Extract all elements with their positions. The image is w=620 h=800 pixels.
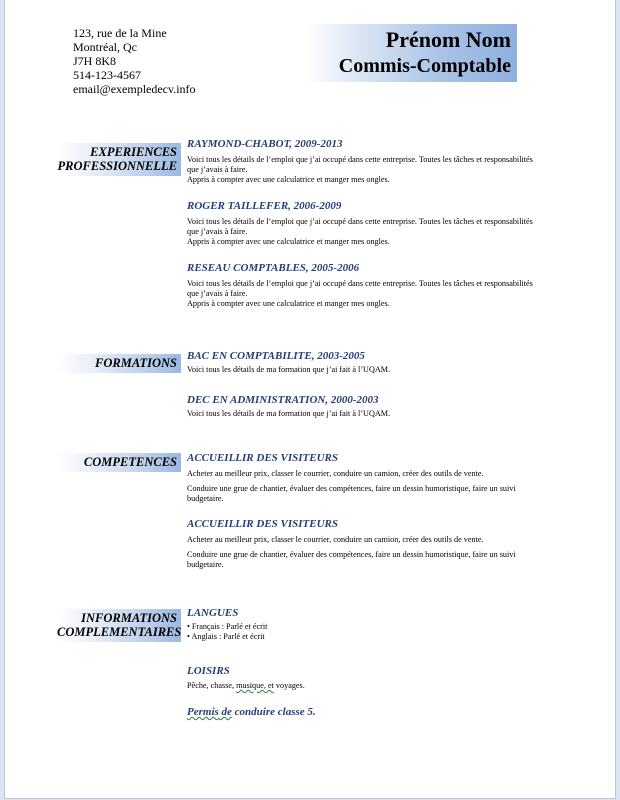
- entry-title: RAYMOND-CHABOT, 2009-2013: [187, 138, 343, 150]
- experience-entry-1: [187, 138, 582, 185]
- address-city: Montréal, Qc: [73, 40, 137, 54]
- entry-title: ACCUEILLIR DES VISITEURS: [187, 518, 338, 530]
- candidate-role: Commis-Comptable: [338, 55, 511, 77]
- name-title-banner: [305, 24, 517, 82]
- entry-title: RESEAU COMPTABLES, 2005-2006: [187, 262, 360, 274]
- competence-entry-2: [187, 518, 582, 570]
- formation-entry-1: [187, 350, 582, 375]
- entry-title: ACCUEILLIR DES VISITEURS: [187, 452, 338, 464]
- experience-entry-2: [187, 200, 582, 247]
- entry-description: Acheter au meilleur prix, classer le courrier, conduire un camion, créer des outils de vente. Conduire une grue de chantier, évaluer des compétences, faire un dessin humoristique, faire un suivi budgetaire.: [187, 535, 516, 569]
- section-label-formations: FORMATIONS: [57, 354, 181, 373]
- hobbies-text: Pêche, chasse, musique, et voyages.: [187, 681, 305, 690]
- entry-title: DEC EN ADMINISTRATION, 2000-2003: [187, 394, 379, 406]
- language-item: • Anglais : Parlé et écrit: [187, 632, 265, 641]
- entry-title: ROGER TAILLEFER, 2006-2009: [187, 200, 342, 212]
- experience-entry-3: [187, 262, 582, 309]
- entry-description: Voici tous les détails de l’emploi que j’ai occupé dans cette entreprise. Toutes les tâches et responsabilités que j’avais à faire. Appris à compter avec une calculatrice et manger mes ongles.: [187, 217, 533, 246]
- resume-page: [4, 0, 616, 799]
- entry-title: LOISIRS: [187, 665, 230, 677]
- competence-entry-1: [187, 452, 582, 504]
- address-street: 123, rue de la Mine: [73, 26, 167, 40]
- formation-entry-2: [187, 394, 582, 419]
- languages-entry: [187, 607, 582, 642]
- languages-list: [187, 622, 582, 642]
- address-postal-code: J7H 8K8: [73, 54, 117, 68]
- section-label-informations: INFORMATIONS COMPLEMENTAIRES: [57, 609, 181, 642]
- candidate-name: Prénom Nom: [385, 27, 511, 52]
- section-label-competences: COMPETENCES: [57, 453, 181, 472]
- entry-description: Voici tous les détails de ma formation que j’ai fait à l’UQAM.: [187, 365, 391, 374]
- driving-license-entry: [187, 706, 582, 719]
- language-item: • Français : Parlé et écrit: [187, 622, 268, 631]
- hobbies-entry: [187, 665, 582, 691]
- entry-title: BAC EN COMPTABILITE, 2003-2005: [187, 350, 365, 362]
- section-label-experiences: EXPERIENCES PROFESSIONNELLE: [57, 143, 181, 176]
- address-phone: 514-123-4567: [73, 68, 141, 82]
- entry-description: Voici tous les détails de l’emploi que j’ai occupé dans cette entreprise. Toutes les tâches et responsabilités que j’avais à faire. Appris à compter avec une calculatrice et manger mes ongles.: [187, 279, 533, 308]
- entry-description: Acheter au meilleur prix, classer le courrier, conduire un camion, créer des outils de vente. Conduire une grue de chantier, évaluer des compétences, faire un dessin humoristique, faire un suivi budgetaire.: [187, 469, 516, 503]
- entry-description: Voici tous les détails de ma formation que j’ai fait à l’UQAM.: [187, 409, 391, 418]
- entry-description: Voici tous les détails de l’emploi que j’ai occupé dans cette entreprise. Toutes les tâches et responsabilités que j’avais à faire. Appris à compter avec une calculatrice et manger mes ongles.: [187, 155, 533, 184]
- address-email: email@exempledecv.info: [73, 82, 196, 96]
- driving-license-text: Permis de conduire classe 5.: [187, 706, 316, 718]
- entry-title: LANGUES: [187, 607, 239, 619]
- contact-address-block: [73, 26, 196, 96]
